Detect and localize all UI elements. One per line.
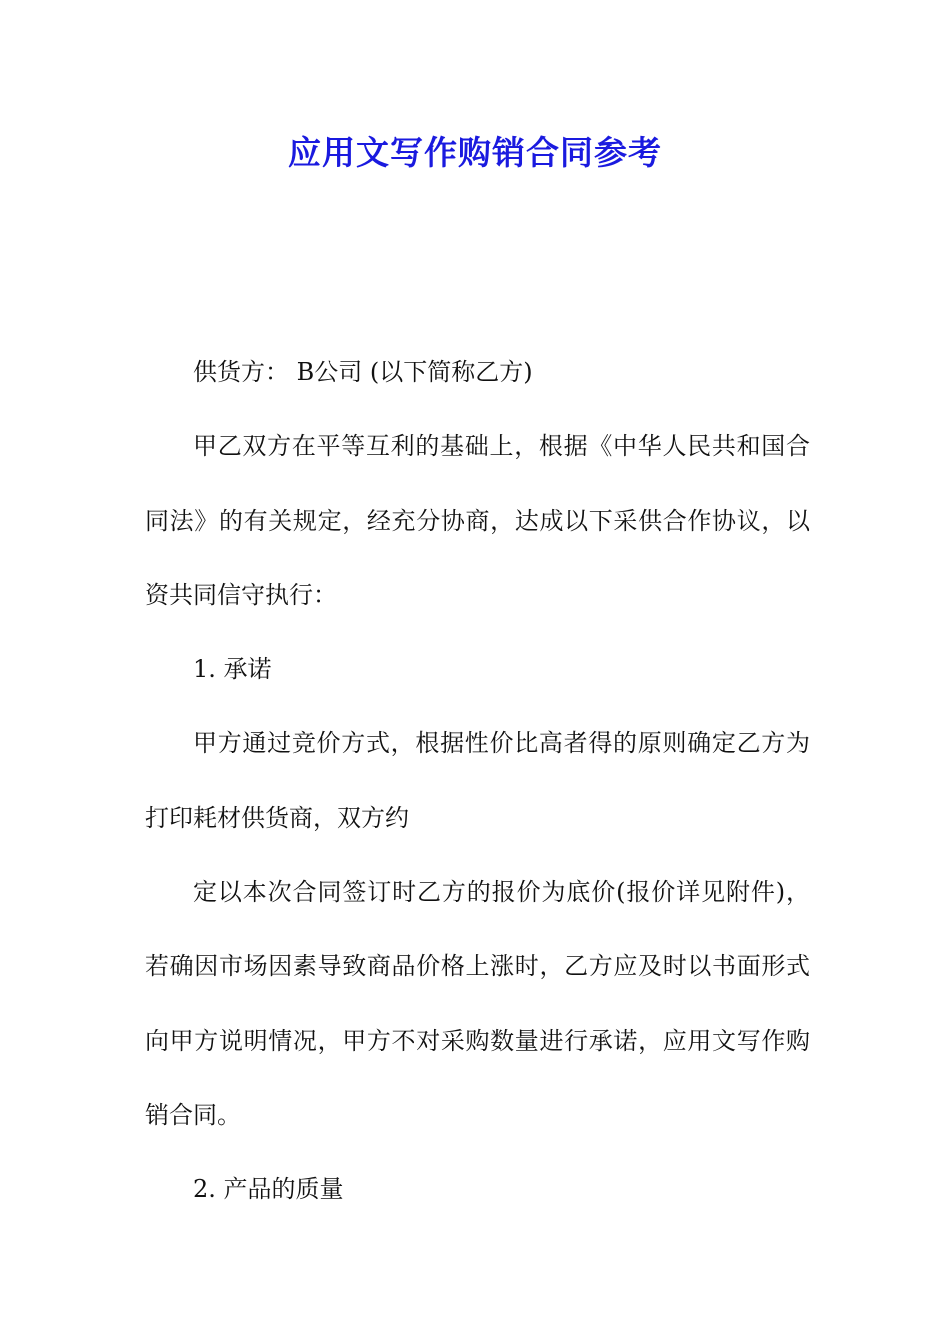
supplier-line: 供货方： B公司 (以下简称乙方): [193, 358, 533, 386]
commitment-paragraph: 甲方通过竞价方式，根据性价比高者得的原则确定乙方为打印耗材供货商，双方约: [145, 729, 810, 832]
document-body: [145, 335, 810, 1227]
pricing-paragraph: 定以本次合同签订时乙方的报价为底价(报价详见附件)，若确因市场因素导致商品价格上涨时，乙方应及时以书面形式向甲方说明情况，甲方不对采购数量进行承诺，应用文写作购销合同。: [145, 878, 810, 1129]
section-heading-quality: 2. 产品的质量: [193, 1175, 344, 1204]
preamble-paragraph: 甲乙双方在平等互利的基础上，根据《中华人民共和国合同法》的有关规定，经充分协商，达成以下采供合作协议，以资共同信守执行：: [145, 432, 810, 609]
section-heading-commitment: 1. 承诺: [193, 655, 272, 684]
document-title: 应用文写作购销合同参考: [288, 133, 662, 172]
